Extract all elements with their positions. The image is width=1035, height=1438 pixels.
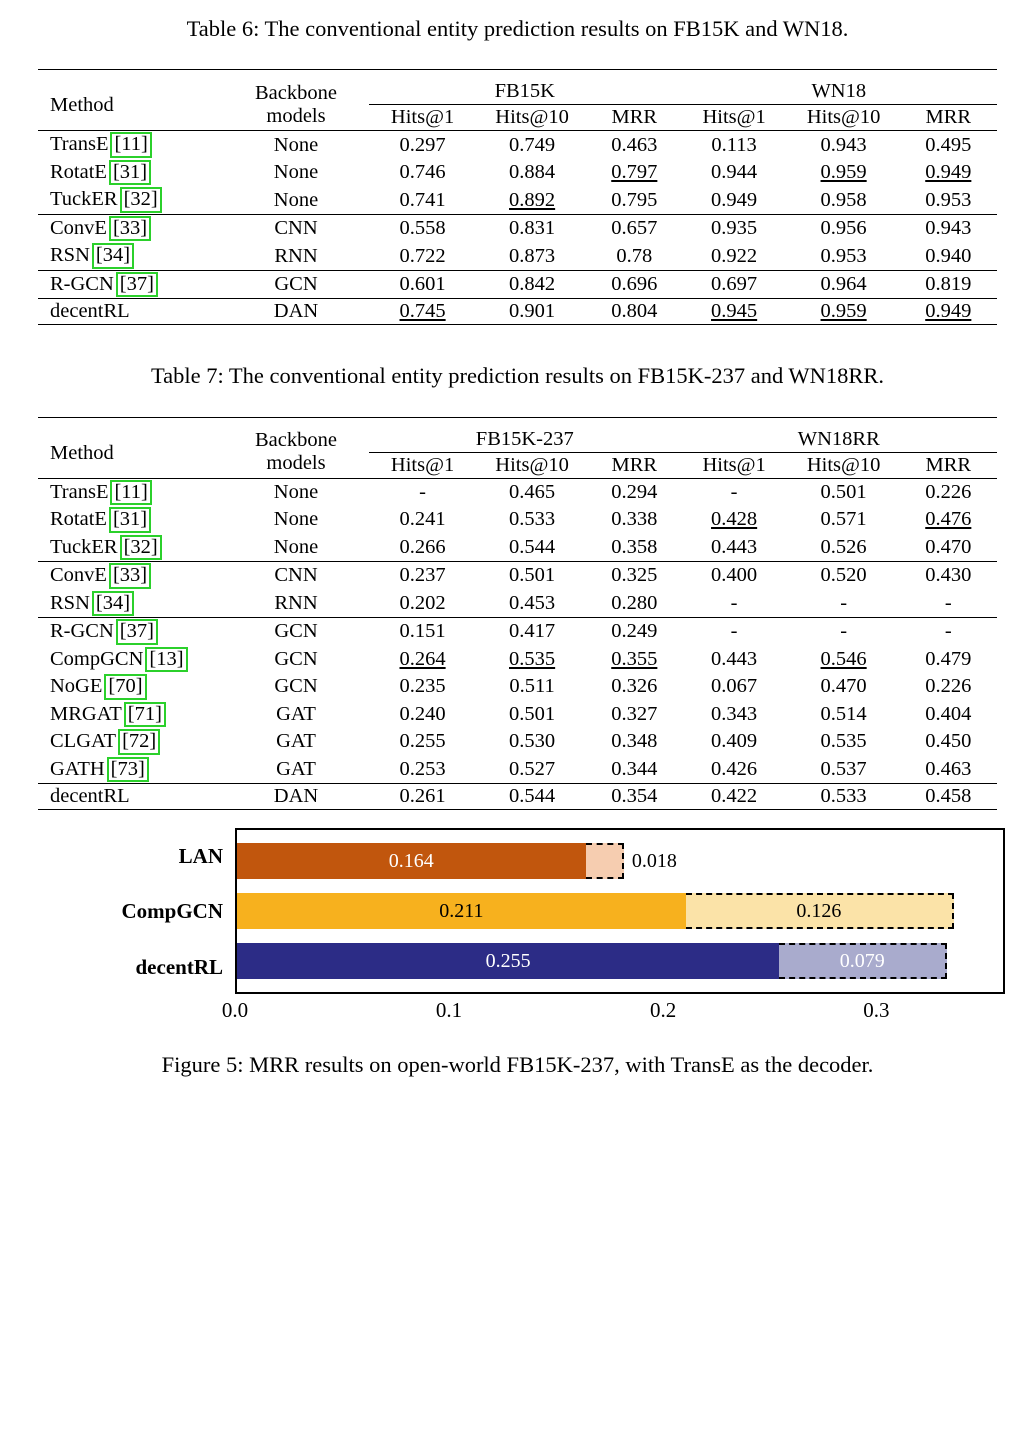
table6-wrapper <box>30 69 1005 325</box>
chart-body <box>30 828 1005 994</box>
cell: 0.657 <box>588 214 680 242</box>
cell: 0.944 <box>711 161 758 184</box>
cell: 0.202 <box>399 591 446 614</box>
table6-header-backbone-line1: Backbone <box>255 81 337 104</box>
table7-r5-method <box>38 618 223 646</box>
cell: 0.601 <box>369 270 476 299</box>
table6-header-method: Method <box>38 70 223 131</box>
backbone-label: None <box>273 535 319 558</box>
cell: 0.943 <box>900 214 997 242</box>
cell: - <box>840 591 848 614</box>
cell: 0.901 <box>476 299 588 325</box>
citation-link[interactable]: [37] <box>116 619 158 645</box>
citation-link[interactable]: [34] <box>92 591 134 617</box>
cell: 0.953 <box>925 188 972 211</box>
cell: 0.533 <box>788 784 900 810</box>
cell: 0.949 <box>711 188 758 211</box>
table6-subheader-4: Hits@10 <box>806 106 881 129</box>
cell: 0.253 <box>399 758 446 780</box>
table-row <box>38 562 997 590</box>
chart-label-compgcn: CompGCN <box>121 899 223 924</box>
chart-xtick-2: 0.2 <box>649 998 677 1023</box>
chart-xtick-3: 0.3 <box>863 998 890 1023</box>
cell: 0.842 <box>476 270 588 299</box>
cell: 0.935 <box>681 214 788 242</box>
method-label: R-GCN <box>50 272 114 295</box>
cell: 0.527 <box>509 758 556 780</box>
cell: 0.237 <box>369 562 476 590</box>
cell: 0.255 <box>399 730 446 753</box>
chart-bar-compgcn-ext-value: 0.126 <box>796 899 842 922</box>
cell: 0.409 <box>711 730 758 753</box>
chart-xtick-0: 0.0 <box>221 998 249 1023</box>
cell: 0.696 <box>588 270 680 299</box>
cell: 0.226 <box>925 675 972 698</box>
cell: 0.558 <box>369 214 476 242</box>
cell: 0.226 <box>900 478 997 506</box>
backbone-label: GCN <box>274 675 318 698</box>
cell: 0.458 <box>900 784 997 810</box>
cell: 0.417 <box>476 618 588 646</box>
table6-caption: Table 6: The conventional entity prediction results on FB15K and WN18. <box>186 16 849 41</box>
cell: 0.443 <box>711 535 758 558</box>
cell: 0.426 <box>711 758 758 780</box>
chart-bar-lan-ext <box>586 843 624 879</box>
cell: 0.354 <box>588 784 680 810</box>
cell: 0.280 <box>611 591 658 614</box>
cell: 0.430 <box>900 562 997 590</box>
cell: 0.326 <box>611 675 658 698</box>
backbone-label: GAT <box>276 702 316 725</box>
cell: 0.514 <box>820 702 867 725</box>
cell: 0.422 <box>681 784 788 810</box>
table-row <box>38 590 997 618</box>
cell: 0.722 <box>399 244 446 267</box>
chart-label-decentrl: decentRL <box>135 954 223 979</box>
citation-link[interactable]: [73] <box>107 757 149 783</box>
cell: 0.533 <box>509 508 556 531</box>
method-label: CompGCN <box>50 647 144 670</box>
table-row <box>38 534 997 562</box>
table6-header-group1: FB15K <box>369 70 681 105</box>
cell: 0.294 <box>588 478 680 506</box>
cell: 0.945 <box>681 299 788 325</box>
chart-x-axis <box>221 994 1005 1034</box>
table-row <box>38 214 997 242</box>
table7-r7-method <box>38 673 223 701</box>
cell: 0.266 <box>399 535 446 558</box>
chart-bar-decentrl-base-value: 0.255 <box>485 949 531 972</box>
cell: 0.344 <box>611 758 658 780</box>
table6-header-backbone-line2: models <box>266 104 326 127</box>
table-row <box>38 270 997 299</box>
cell: 0.476 <box>925 508 972 531</box>
backbone-label: GAT <box>276 730 316 753</box>
chart-label-lan: LAN <box>178 843 223 868</box>
table6-r0-backbone: None <box>223 131 369 159</box>
cell: 0.535 <box>820 730 867 753</box>
cell: 0.526 <box>820 535 867 558</box>
table-row <box>38 728 997 756</box>
table-row <box>38 701 997 729</box>
table6-r4-method <box>38 242 223 270</box>
backbone-label: RNN <box>274 244 318 267</box>
cell: - <box>788 618 900 646</box>
cell: 0.964 <box>788 270 900 299</box>
cell: 0.892 <box>509 188 556 211</box>
method-label: CLGAT <box>50 730 117 753</box>
table7-r2-method <box>38 534 223 562</box>
cell: 0.501 <box>509 702 556 725</box>
cell: 0.571 <box>820 508 867 531</box>
cell: 0.327 <box>611 702 658 725</box>
table7-subheader-1: Hits@10 <box>495 453 569 476</box>
backbone-label: RNN <box>274 591 318 614</box>
backbone-label: CNN <box>223 562 369 590</box>
table6-r1-method <box>38 159 223 187</box>
cell: 0.470 <box>925 535 972 558</box>
table7-r11-method: decentRL <box>38 784 223 810</box>
chart-bar-decentrl-ext-value: 0.079 <box>839 949 885 972</box>
citation-link[interactable]: [72] <box>118 729 160 755</box>
cell: 0.355 <box>611 647 658 670</box>
table7-caption: Table 7: The conventional entity prediction results on FB15K-237 and WN18RR. <box>150 363 885 389</box>
table7-header-row <box>38 417 997 452</box>
cell: 0.959 <box>788 299 900 325</box>
citation-link[interactable]: [11] <box>110 480 151 506</box>
chart-bar-compgcn-base <box>237 893 686 929</box>
cell: 0.795 <box>611 188 658 211</box>
method-label: RSN <box>50 244 90 267</box>
table-row <box>38 646 997 674</box>
table7-header-group2: WN18RR <box>681 417 997 452</box>
table-row <box>38 673 997 701</box>
cell: 0.520 <box>788 562 900 590</box>
cell: 0.797 <box>611 161 658 184</box>
table7-header-method: Method <box>38 417 223 478</box>
cell: 0.958 <box>820 188 867 211</box>
cell: 0.831 <box>476 214 588 242</box>
cell: - <box>730 591 738 614</box>
cell: 0.949 <box>900 299 997 325</box>
backbone-label: None <box>223 478 369 506</box>
chart-bar-compgcn <box>237 889 1003 933</box>
chart-bar-lan-base-value: 0.164 <box>388 849 434 872</box>
figure5-caption: Figure 5: MRR results on open-world FB15K-237, with TransE as the decoder. <box>161 1052 874 1078</box>
cell: 0.537 <box>820 758 867 780</box>
cell: 0.940 <box>925 244 972 267</box>
method-label: ConvE <box>50 564 107 587</box>
backbone-label: CNN <box>223 214 369 242</box>
table6-subheader-0: Hits@1 <box>390 106 455 129</box>
cell: 0.959 <box>820 161 867 184</box>
cell: 0.78 <box>616 244 653 267</box>
cell: 0.404 <box>925 702 972 725</box>
cell: 0.151 <box>369 618 476 646</box>
cell: 0.358 <box>611 535 658 558</box>
cell: 0.241 <box>399 508 446 531</box>
cell: 0.511 <box>509 675 555 698</box>
table-row <box>38 242 997 270</box>
table7-r9-method <box>38 728 223 756</box>
figure5-chart <box>30 828 1005 1034</box>
table6-r5-method <box>38 270 223 299</box>
cell: 0.465 <box>476 478 588 506</box>
chart-plot-area <box>235 828 1005 994</box>
table7-header-backbone <box>223 417 369 478</box>
table-row <box>38 186 997 214</box>
cell: 0.470 <box>820 675 867 698</box>
method-label: NoGE <box>50 675 103 698</box>
cell: 0.804 <box>588 299 680 325</box>
cell: 0.264 <box>399 647 446 670</box>
method-label: RSN <box>50 591 90 614</box>
cell: 0.501 <box>476 562 588 590</box>
chart-bar-decentrl-ext <box>779 943 947 979</box>
method-label: RotatE <box>50 160 107 183</box>
table7-header-group1: FB15K-237 <box>369 417 681 452</box>
cell: - <box>900 618 997 646</box>
table7-subheader-4: Hits@10 <box>806 453 881 476</box>
cell: 0.338 <box>611 508 658 531</box>
cell: 0.463 <box>588 131 680 159</box>
table-row <box>38 784 997 810</box>
citation-link[interactable]: [34] <box>92 243 134 269</box>
chart-bar-decentrl <box>237 939 1003 983</box>
cell: 0.749 <box>476 131 588 159</box>
chart-bar-lan <box>237 839 1003 883</box>
citation-link[interactable]: [37] <box>116 272 158 298</box>
table6-r6-method: decentRL <box>38 299 223 325</box>
cell: 0.884 <box>509 161 556 184</box>
backbone-label: GCN <box>223 270 369 299</box>
cell: - <box>681 618 788 646</box>
table6-header-row <box>38 70 997 105</box>
method-label: MRGAT <box>50 702 122 725</box>
cell: 0.400 <box>681 562 788 590</box>
cell: 0.235 <box>399 675 446 698</box>
table6-subheader-3: Hits@1 <box>702 106 766 129</box>
cell: 0.697 <box>681 270 788 299</box>
backbone-label: None <box>273 508 319 531</box>
cell: 0.746 <box>399 161 446 184</box>
cell: 0.943 <box>788 131 900 159</box>
citation-link[interactable]: [31] <box>109 160 151 186</box>
table7-header-backbone-line2: models <box>266 452 326 475</box>
table7-wrapper <box>30 417 1005 811</box>
citation-link[interactable]: [33] <box>109 563 151 589</box>
method-label: GATH <box>50 757 105 780</box>
backbone-label: GAT <box>276 758 316 780</box>
chart-category-labels <box>30 828 235 994</box>
table7-r6-method <box>38 646 223 674</box>
cell: 0.741 <box>399 188 446 211</box>
cell: 0.249 <box>588 618 680 646</box>
backbone-label: GCN <box>223 618 369 646</box>
chart-bar-lan-ext-value: 0.018 <box>631 849 677 872</box>
table7-subheader-3: Hits@1 <box>702 453 766 476</box>
cell: 0.922 <box>711 244 758 267</box>
backbone-label: DAN <box>223 784 369 810</box>
citation-link[interactable]: [70] <box>104 674 146 700</box>
cell: 0.261 <box>369 784 476 810</box>
table6-header-group2: WN18 <box>681 70 997 105</box>
method-label: RotatE <box>50 508 107 531</box>
backbone-label: None <box>273 188 319 211</box>
method-label: ConvE <box>50 216 107 239</box>
table6-subheader-2: MRR <box>611 106 658 129</box>
cell: - <box>944 591 952 614</box>
method-label: TransE <box>50 133 109 156</box>
backbone-label: GCN <box>274 647 318 670</box>
cell: 0.343 <box>711 702 758 725</box>
chart-bar-lan-base <box>237 843 586 879</box>
cell: 0.535 <box>509 647 556 670</box>
cell: 0.067 <box>711 675 758 698</box>
cell: 0.501 <box>788 478 900 506</box>
cell: 0.873 <box>509 244 556 267</box>
cell: 0.953 <box>820 244 867 267</box>
method-label: TransE <box>50 480 109 503</box>
cell: 0.297 <box>369 131 476 159</box>
table7-r1-method <box>38 506 223 534</box>
cell: 0.745 <box>369 299 476 325</box>
cell: 0.949 <box>925 161 972 184</box>
citation-link[interactable]: [11] <box>110 132 151 158</box>
cell: 0.240 <box>399 702 446 725</box>
cell: 0.450 <box>925 730 972 753</box>
table-row <box>38 756 997 784</box>
cell: 0.479 <box>925 647 972 670</box>
cell: - <box>681 478 788 506</box>
table7-r4-method <box>38 590 223 618</box>
table-row <box>38 299 997 325</box>
cell: 0.544 <box>509 535 556 558</box>
chart-bar-compgcn-base-value: 0.211 <box>439 899 484 922</box>
table7 <box>38 417 997 811</box>
table-row <box>38 478 997 506</box>
citation-link[interactable]: [32] <box>120 187 162 213</box>
chart-bar-decentrl-base <box>237 943 779 979</box>
cell: 0.495 <box>900 131 997 159</box>
cell: 0.113 <box>681 131 788 159</box>
cell: 0.819 <box>900 270 997 299</box>
cell: 0.348 <box>611 730 658 753</box>
cell: 0.325 <box>588 562 680 590</box>
cell: 0.453 <box>509 591 556 614</box>
table6-header-backbone <box>223 70 369 131</box>
table7-r8-method <box>38 701 223 729</box>
table6-subheader-5: MRR <box>925 106 972 129</box>
table7-subheader-2: MRR <box>611 453 658 476</box>
cell: 0.443 <box>711 647 758 670</box>
table6 <box>38 69 997 325</box>
method-label: TuckER <box>50 188 118 211</box>
method-label: R-GCN <box>50 620 114 643</box>
citation-link[interactable]: [33] <box>109 216 151 242</box>
table6-r3-method <box>38 214 223 242</box>
table6-subheader-1: Hits@10 <box>495 106 569 129</box>
citation-link[interactable]: [71] <box>124 702 166 728</box>
chart-bar-compgcn-ext <box>686 893 954 929</box>
table-row <box>38 159 997 187</box>
table7-r3-method <box>38 562 223 590</box>
cell: 0.463 <box>925 758 972 780</box>
table7-r10-method <box>38 756 223 784</box>
backbone-label: None <box>273 161 319 184</box>
citation-link[interactable]: [13] <box>145 647 187 673</box>
table7-subheader-0: Hits@1 <box>390 453 455 476</box>
table6-r2-method <box>38 186 223 214</box>
citation-link[interactable]: [31] <box>109 507 151 533</box>
table-row <box>38 618 997 646</box>
table-row <box>38 506 997 534</box>
cell: 0.546 <box>820 647 867 670</box>
cell: 0.956 <box>788 214 900 242</box>
table7-header-backbone-line1: Backbone <box>255 429 337 452</box>
cell: 0.530 <box>509 730 556 753</box>
cell: 0.544 <box>476 784 588 810</box>
citation-link[interactable]: [32] <box>120 535 162 561</box>
table7-r0-method <box>38 478 223 506</box>
method-label: TuckER <box>50 535 118 558</box>
backbone-label: DAN <box>223 299 369 325</box>
table-row <box>38 131 997 159</box>
cell: 0.428 <box>711 508 758 531</box>
table6-r0-method <box>38 131 223 159</box>
chart-xtick-1: 0.1 <box>435 998 463 1023</box>
cell: - <box>369 478 476 506</box>
table7-subheader-5: MRR <box>925 453 972 476</box>
